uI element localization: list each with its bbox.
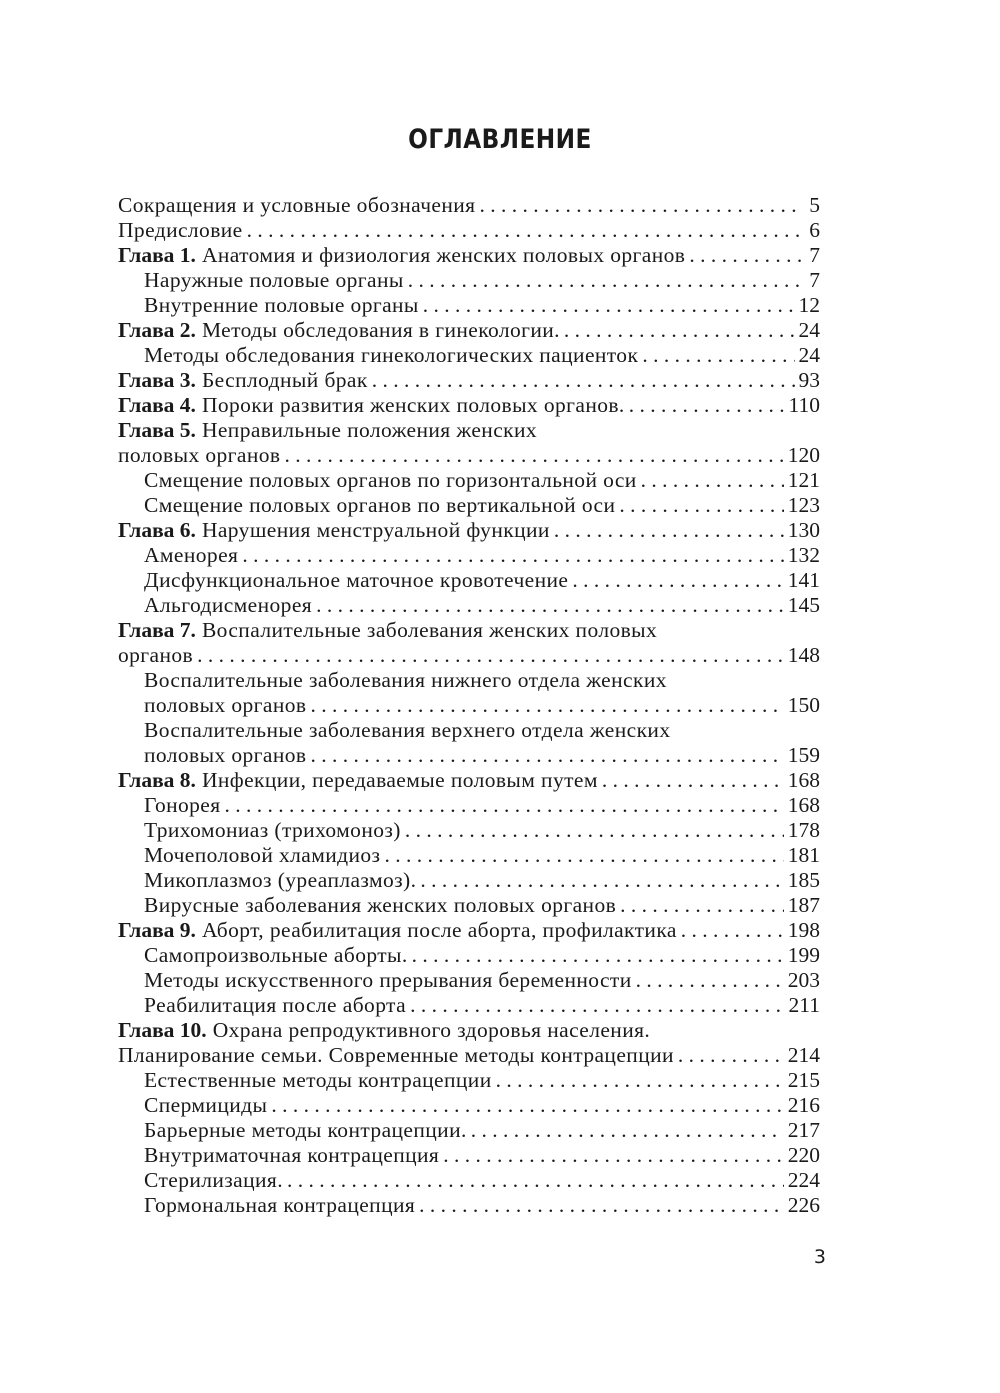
toc-entry-title-line1: Воспалительные заболевания верхнего отдела женских: [144, 718, 671, 742]
toc-entry-title: Барьерные методы контрацепции.: [144, 1118, 467, 1142]
chapter-label: Глава 7.: [118, 618, 196, 642]
toc-page-ref: 159: [787, 743, 820, 767]
toc-entry-title-line1: Воспалительные заболевания нижнего отдела женских: [144, 668, 667, 692]
toc-entry-title: половых органов: [144, 693, 307, 717]
chapter-label: Глава 5.: [118, 418, 196, 442]
toc-section-entry: [118, 818, 820, 843]
toc-section-entry: [118, 568, 820, 593]
toc-entry-line: [118, 393, 820, 418]
toc-entry-title: Анатомия и физиология женских половых органов: [201, 243, 686, 267]
dot-leader: [271, 1093, 783, 1118]
chapter-label: Глава 8.: [118, 768, 196, 792]
toc-entry-title: Трихомониаз (трихомоноз): [144, 818, 401, 842]
toc-entry-line: [144, 1093, 820, 1118]
toc-entry-title: Спермициды: [144, 1093, 268, 1117]
toc-entry-title: половых органов: [144, 743, 307, 767]
toc-entry-first-line: [144, 668, 820, 693]
dot-leader: [410, 993, 784, 1018]
toc-page-ref: 226: [787, 1193, 820, 1217]
toc-page-ref: 168: [787, 768, 820, 792]
toc-section-entry: [118, 793, 820, 818]
toc-entry-line: [144, 818, 820, 843]
dot-leader: [678, 1043, 784, 1068]
toc-entry-title: Дисфункциональное маточное кровотечение: [144, 568, 569, 592]
dot-leader: [471, 1118, 784, 1143]
toc-page-ref: 24: [798, 318, 820, 342]
toc-page-ref: 145: [787, 593, 820, 617]
dot-leader: [636, 968, 784, 993]
toc-section-entry: [118, 193, 820, 218]
toc-entry-line: [144, 493, 820, 518]
dot-leader: [479, 193, 802, 218]
toc-entry-first-line: [118, 618, 820, 643]
dot-leader: [242, 543, 783, 568]
dot-leader: [287, 1168, 784, 1193]
toc-page-ref: 150: [787, 693, 820, 717]
chapter-label: Глава 9.: [118, 918, 196, 942]
toc-chapter-entry: [118, 318, 820, 343]
toc-page-ref: 6: [809, 218, 820, 242]
toc-entry-line: [144, 1068, 820, 1093]
toc-section-entry: [118, 868, 820, 893]
toc-page-ref: 141: [787, 568, 820, 592]
dot-leader: [496, 1068, 784, 1093]
toc-entry-line: [144, 293, 820, 318]
toc-entry-title: Методы обследования гинекологических пациенток: [144, 343, 639, 367]
dot-leader: [247, 218, 802, 243]
dot-leader: [408, 268, 802, 293]
toc-chapter-entry: [118, 368, 820, 393]
toc-chapter-entry: [118, 618, 820, 668]
toc-entry-title: Планирование семьи. Современные методы контрацепции: [118, 1043, 674, 1067]
toc-entry-line: [118, 368, 820, 393]
toc-entry-line: [144, 893, 820, 918]
toc-entry-title-line1: Охрана репродуктивного здоровья населения.: [212, 1018, 651, 1042]
chapter-label: Глава 2.: [118, 318, 196, 342]
dot-leader: [384, 843, 783, 868]
toc-entry-line: [144, 1193, 820, 1218]
dot-leader: [372, 368, 795, 393]
toc-entry-title: Сокращения и условные обозначения: [118, 193, 476, 217]
toc-chapter-entry: [118, 768, 820, 793]
toc-section-entry: [118, 1143, 820, 1168]
dot-leader: [572, 568, 783, 593]
chapter-label: Глава 1.: [118, 243, 196, 267]
toc-page-ref: 93: [798, 368, 820, 392]
toc-entry-title: Стерилизация.: [144, 1168, 283, 1192]
toc-page-ref: 7: [809, 243, 820, 267]
toc-entry-first-line: [118, 418, 820, 443]
toc-page-ref: 215: [787, 1068, 820, 1092]
dot-leader: [620, 893, 784, 918]
toc-page-ref: 132: [787, 543, 820, 567]
toc-entry-line: [144, 343, 820, 368]
toc-entry-line: [144, 968, 820, 993]
toc-page-ref: 121: [787, 468, 820, 492]
dot-leader: [419, 1193, 784, 1218]
toc-chapter-entry: [118, 918, 820, 943]
toc-section-entry: [118, 293, 820, 318]
toc-entry-line: [144, 943, 820, 968]
toc-page-ref: 198: [787, 918, 820, 942]
toc-chapter-entry: [118, 243, 820, 268]
toc-section-entry: [118, 893, 820, 918]
dot-leader: [420, 868, 783, 893]
toc-entry-title-line1: Неправильные положения женских: [201, 418, 538, 442]
toc-section-entry: [118, 543, 820, 568]
chapter-label: Глава 6.: [118, 518, 196, 542]
dot-leader: [412, 943, 784, 968]
toc-chapter-entry: [118, 1018, 820, 1068]
toc-entry-line: [144, 993, 820, 1018]
dot-leader: [564, 318, 795, 343]
toc-entry-title-line1: Воспалительные заболевания женских половых: [201, 618, 658, 642]
toc-page-ref: 220: [787, 1143, 820, 1167]
toc-section-entry: [118, 1193, 820, 1218]
toc-entry-title: Смещение половых органов по вертикальной оси: [144, 493, 616, 517]
toc-section-entry: [118, 943, 820, 968]
toc-entry-title: Аменорея: [144, 543, 239, 567]
toc-page-ref: 178: [787, 818, 820, 842]
toc-page-ref: 224: [787, 1168, 820, 1192]
toc-section-entry: [118, 593, 820, 618]
toc-page-ref: 110: [788, 393, 820, 417]
toc-section-entry: [118, 718, 820, 768]
toc-page-ref: 217: [787, 1118, 820, 1142]
toc-page-ref: 216: [787, 1093, 820, 1117]
toc-entry-line: [118, 768, 820, 793]
toc-page-ref: 181: [787, 843, 820, 867]
toc-page-ref: 120: [787, 443, 820, 467]
toc-entry-title: Альгодисменорея: [144, 593, 313, 617]
toc-entry-first-line: [144, 718, 820, 743]
chapter-label: Глава 3.: [118, 368, 196, 392]
table-of-contents: [118, 193, 820, 1218]
toc-section-entry: [118, 668, 820, 718]
toc-section-entry: [118, 1168, 820, 1193]
toc-section-entry: [118, 343, 820, 368]
toc-entry-line: [118, 243, 820, 268]
dot-leader: [316, 593, 784, 618]
page-number: 3: [813, 1246, 826, 1268]
toc-entry-title: половых органов: [118, 443, 281, 467]
dot-leader: [423, 293, 795, 318]
toc-entry-line: [144, 1118, 820, 1143]
dot-leader: [554, 518, 784, 543]
toc-entry-title: Нарушения менструальной функции: [201, 518, 550, 542]
toc-entry-title: Внутренние половые органы: [144, 293, 419, 317]
toc-section-entry: [118, 968, 820, 993]
toc-entry-title: Микоплазмоз (уреаплазмоз).: [144, 868, 417, 892]
toc-section-entry: [118, 268, 820, 293]
dot-leader: [284, 443, 783, 468]
dot-leader: [629, 393, 785, 418]
toc-entry-title: Реабилитация после аборта: [144, 993, 407, 1017]
toc-entry-title: органов: [118, 643, 194, 667]
toc-entry-title: Наружные половые органы: [144, 268, 404, 292]
toc-section-entry: [118, 993, 820, 1018]
toc-page-ref: 7: [809, 268, 820, 292]
toc-entry-title: Инфекции, передаваемые половым путем: [201, 768, 598, 792]
dot-leader: [225, 793, 784, 818]
toc-entry-line: [144, 693, 820, 718]
toc-entry-line: [144, 843, 820, 868]
toc-entry-title: Пороки развития женских половых органов.: [201, 393, 625, 417]
toc-entry-title: Методы искусственного прерывания беременности: [144, 968, 632, 992]
toc-entry-line: [118, 443, 820, 468]
dot-leader: [443, 1143, 784, 1168]
toc-entry-line: [118, 918, 820, 943]
toc-entry-title: Мочеполовой хламидиоз: [144, 843, 381, 867]
dot-leader: [641, 468, 784, 493]
toc-entry-title: Естественные методы контрацепции: [144, 1068, 492, 1092]
toc-page-ref: 148: [787, 643, 820, 667]
toc-entry-line: [118, 218, 820, 243]
toc-entry-title: Аборт, реабилитация после аборта, профилактика: [201, 918, 677, 942]
toc-section-entry: [118, 1093, 820, 1118]
toc-entry-line: [118, 518, 820, 543]
toc-entry-title: Методы обследования в гинекологии.: [201, 318, 560, 342]
toc-entry-line: [144, 568, 820, 593]
toc-page-ref: 130: [787, 518, 820, 542]
toc-entry-title: Предисловие: [118, 218, 243, 242]
toc-entry-line: [144, 543, 820, 568]
toc-page-ref: 214: [787, 1043, 820, 1067]
dot-leader: [642, 343, 794, 368]
toc-chapter-entry: [118, 518, 820, 543]
toc-entry-title: Смещение половых органов по горизонтальной оси: [144, 468, 637, 492]
toc-page-ref: 211: [788, 993, 820, 1017]
dot-leader: [681, 918, 784, 943]
dot-leader: [602, 768, 784, 793]
toc-chapter-entry: [118, 418, 820, 468]
toc-entry-title: Самопроизвольные аборты.: [144, 943, 408, 967]
toc-page-ref: 199: [787, 943, 820, 967]
chapter-label: Глава 4.: [118, 393, 196, 417]
toc-entry-line: [144, 268, 820, 293]
chapter-label: Глава 10.: [118, 1018, 207, 1042]
dot-leader: [310, 743, 783, 768]
toc-section-entry: [118, 493, 820, 518]
toc-entry-line: [144, 593, 820, 618]
toc-page-ref: 168: [787, 793, 820, 817]
toc-entry-first-line: [118, 1018, 820, 1043]
toc-entry-title: Бесплодный брак: [201, 368, 368, 392]
toc-section-entry: [118, 218, 820, 243]
toc-section-entry: [118, 1068, 820, 1093]
toc-entry-line: [118, 193, 820, 218]
toc-entry-line: [144, 1168, 820, 1193]
toc-entry-line: [144, 793, 820, 818]
toc-page-ref: 187: [787, 893, 820, 917]
toc-entry-line: [144, 1143, 820, 1168]
dot-leader: [310, 693, 783, 718]
toc-section-entry: [118, 843, 820, 868]
toc-page-ref: 5: [809, 193, 820, 217]
toc-entry-line: [144, 868, 820, 893]
toc-entry-line: [144, 468, 820, 493]
toc-entry-title: Гормональная контрацепция: [144, 1193, 416, 1217]
toc-page-ref: 203: [787, 968, 820, 992]
toc-entry-line: [118, 318, 820, 343]
toc-page-ref: 123: [787, 493, 820, 517]
dot-leader: [689, 243, 802, 268]
toc-page-ref: 24: [798, 343, 820, 367]
toc-entry-title: Вирусные заболевания женских половых органов: [144, 893, 617, 917]
toc-section-entry: [118, 468, 820, 493]
toc-entry-line: [118, 643, 820, 668]
dot-leader: [619, 493, 783, 518]
dot-leader: [405, 818, 784, 843]
toc-page-ref: 185: [787, 868, 820, 892]
toc-entry-line: [144, 743, 820, 768]
dot-leader: [197, 643, 784, 668]
toc-section-entry: [118, 1118, 820, 1143]
toc-entry-title: Внутриматочная контрацепция: [144, 1143, 440, 1167]
page-title: ОГЛАВЛЕНИЕ: [408, 124, 592, 155]
toc-entry-title: Гонорея: [144, 793, 221, 817]
toc-entry-line: [118, 1043, 820, 1068]
toc-page-ref: 12: [798, 293, 820, 317]
toc-chapter-entry: [118, 393, 820, 418]
